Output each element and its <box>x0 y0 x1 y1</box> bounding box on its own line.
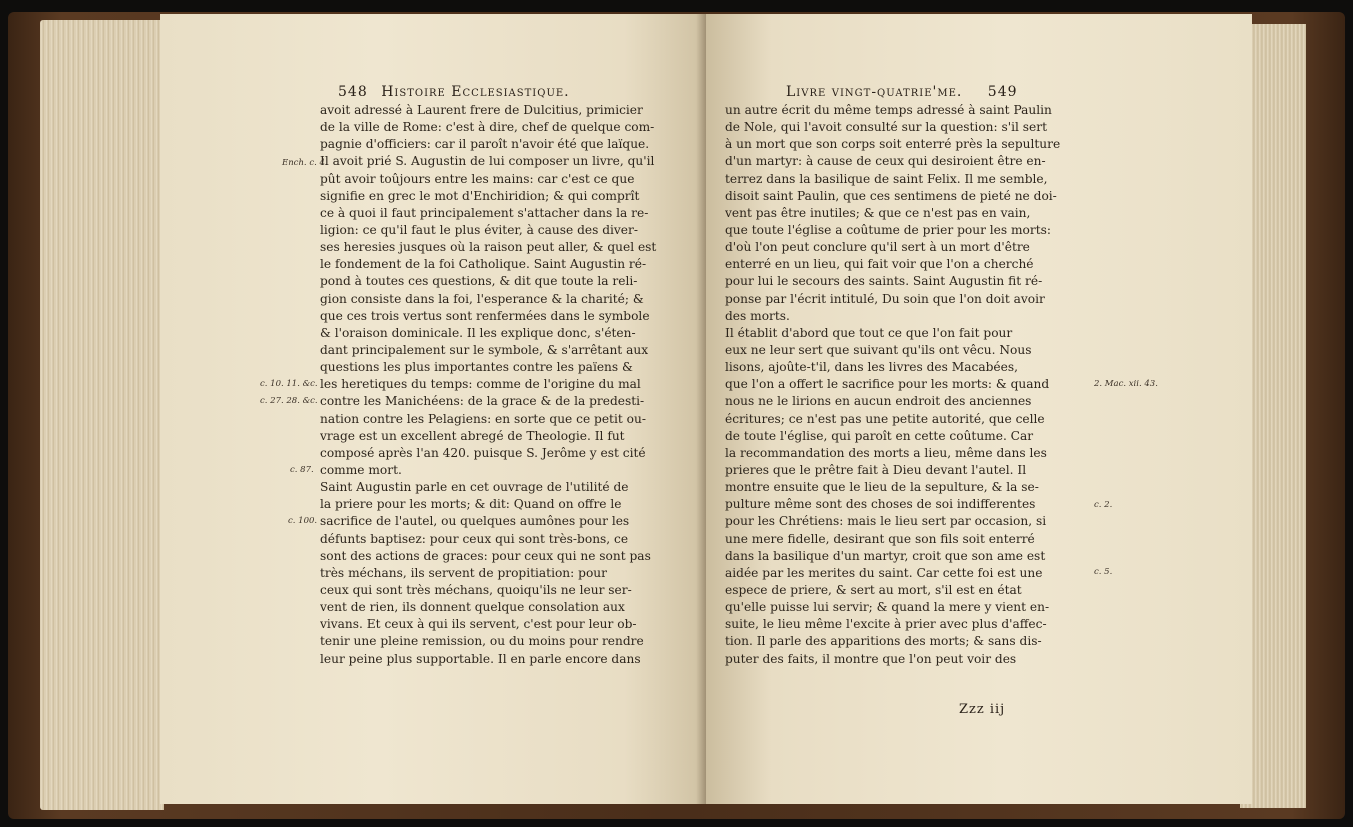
text-line: leur peine plus supportable. Il en parle encore dans <box>320 651 641 666</box>
right-body-text <box>725 102 1083 668</box>
text-line: d'un martyr: à cause de ceux qui desiroient être en- <box>725 154 1046 169</box>
text-line: Il établit d'abord que tout ce que l'on fait pour <box>725 325 1013 340</box>
text-line: ses heresies jusques où la raison peut aller, & quel est <box>320 240 657 255</box>
text-line: suite, le lieu même l'excite à prier avec plus d'affec- <box>725 617 1047 632</box>
text-line: pagnie d'officiers: car il paroît n'avoir été que laïque. <box>320 137 650 152</box>
margin-note: 2. Mac. xii. 43. <box>1094 379 1158 389</box>
text-line: que toute l'église a coûtume de prier pour les morts: <box>725 222 1051 237</box>
margin-note: c. 2. <box>1094 500 1113 510</box>
text-line: gion consiste dans la foi, l'esperance & la charité; & <box>320 291 644 306</box>
left-page <box>160 14 706 804</box>
left-running-head: Histoire Ecclesiastique. <box>381 84 570 100</box>
text-line: le fondement de la foi Catholique. Saint Augustin ré- <box>320 257 647 272</box>
text-line: pour lui le secours des saints. Saint Augustin fit ré- <box>725 274 1043 289</box>
text-line: avoit adressé à Laurent frere de Dulcitius, primicier <box>320 103 643 117</box>
text-line: la priere pour les morts; & dit: Quand on offre le <box>320 497 622 512</box>
text-line: nous ne le lirions en aucun endroit des anciennes <box>725 394 1032 409</box>
text-line: d'où l'on peut conclure qu'il sert à un mort d'être <box>725 240 1030 255</box>
text-line: écritures; ce n'est pas une petite autorité, que celle <box>725 411 1045 426</box>
text-line: ligion: ce qu'il faut le plus éviter, à cause des diver- <box>320 222 638 237</box>
text-line: espece de priere, & sert au mort, s'il est en état <box>725 582 1022 597</box>
text-line: vrage est un excellent abregé de Theologie. Il fut <box>320 428 625 443</box>
text-line: terrez dans la basilique de saint Felix. Il me semble, <box>725 171 1048 186</box>
text-line: les heretiques du temps: comme de l'origine du mal <box>320 377 641 392</box>
text-line: tion. Il parle des apparitions des morts; & sans dis- <box>725 634 1042 649</box>
text-line: sont des actions de graces: pour ceux qui ne sont pas <box>320 548 651 563</box>
text-line: contre les Manichéens: de la grace & de la predesti- <box>320 394 645 409</box>
text-line: un autre écrit du même temps adressé à saint Paulin <box>725 103 1052 117</box>
text-line: pulture même sont des choses de soi indifferentes <box>725 497 1036 512</box>
text-line: signifie en grec le mot d'Enchiridion; & qui comprît <box>320 188 640 203</box>
text-line: à un mort que son corps soit enterré près la sepulture <box>725 137 1061 152</box>
right-page <box>706 14 1252 804</box>
text-line: pour les Chrétiens: mais le lieu sert par occasion, si <box>725 514 1047 529</box>
text-line: des morts. <box>725 308 790 323</box>
text-line: enterré en un lieu, qui fait voir que l'on a cherché <box>725 257 1034 272</box>
text-line: ce à quoi il faut principalement s'attacher dans la re- <box>320 205 649 220</box>
text-line: pond à toutes ces questions, & dit que toute la reli- <box>320 274 638 289</box>
text-line: défunts baptisez: pour ceux qui sont très-bons, ce <box>320 531 629 546</box>
text-line: la recommandation des morts a lieu, même dans les <box>725 445 1047 460</box>
margin-note: Ench. c. 4. <box>282 158 328 168</box>
margin-note: c. 5. <box>1094 567 1113 577</box>
margin-note: c. 100. <box>288 516 318 526</box>
text-line: eux ne leur sert que suivant qu'ils ont vêcu. Nous <box>725 342 1032 357</box>
text-line: aidée par les merites du saint. Car cette foi est une <box>725 565 1043 580</box>
text-line: que l'on a offert le sacrifice pour les morts: & quand <box>725 377 1050 392</box>
signature-mark: Zzz iij <box>959 702 1006 717</box>
text-line: vent de rien, ils donnent quelque consolation aux <box>320 600 625 615</box>
text-line: de la ville de Rome: c'est à dire, chef de quelque com- <box>320 120 655 135</box>
text-line: ceux qui sont très méchans, quoiqu'ils ne leur ser- <box>320 582 632 597</box>
text-line: composé après l'an 420. puisque S. Jerôme y est cité <box>320 445 646 460</box>
right-page-header <box>786 84 1018 104</box>
text-line: très méchans, ils servent de propitiation: pour <box>320 565 607 580</box>
margin-note: c. 87. <box>290 465 314 475</box>
text-line: ponse par l'écrit intitulé, Du soin que l'on doit avoir <box>725 291 1045 306</box>
text-line: dans la basilique d'un martyr, croit que son ame est <box>725 548 1046 563</box>
text-line: montre ensuite que le lieu de la sepulture, & la se- <box>725 480 1039 495</box>
text-line: de Nole, qui l'avoit consulté sur la question: s'il sert <box>725 120 1047 135</box>
text-line: disoit saint Paulin, que ces sentimens de pieté ne doi- <box>725 188 1057 203</box>
text-line: de toute l'église, qui paroît en cette coûtume. Car <box>725 428 1034 443</box>
margin-note: c. 27. 28. &c. <box>260 396 318 406</box>
right-page-number: 549 <box>987 84 1018 100</box>
text-line: une mere fidelle, desirant que son fils soit enterré <box>725 531 1035 546</box>
text-line: comme mort. <box>320 462 402 477</box>
right-running-head: Livre vingt-quatrie'me. <box>786 84 963 100</box>
text-line: Saint Augustin parle en cet ouvrage de l'utilité de <box>320 480 629 495</box>
left-page-header <box>338 84 570 104</box>
text-line: que ces trois vertus sont renfermées dans le symbole <box>320 308 650 323</box>
text-line: nation contre les Pelagiens: en sorte que ce petit ou- <box>320 411 646 426</box>
margin-note: c. 10. 11. &c. <box>260 379 318 389</box>
text-line: lisons, ajoûte-t'il, dans les livres des Macabées, <box>725 360 1018 375</box>
text-line: Il avoit prié S. Augustin de lui composer un livre, qu'il <box>320 154 655 169</box>
text-line: questions les plus importantes contre les païens & <box>320 360 633 375</box>
left-page-number: 548 <box>338 84 368 100</box>
text-line: puter des faits, il montre que l'on peut voir des <box>725 651 1017 666</box>
text-line: pût avoir toûjours entre les mains: car c'est ce que <box>320 171 635 186</box>
left-body-text <box>320 102 676 668</box>
text-line: vent pas être inutiles; & que ce n'est pas en vain, <box>725 205 1031 220</box>
text-line: qu'elle puisse lui servir; & quand la mere y vient en- <box>725 600 1050 615</box>
text-line: prieres que le prêtre fait à Dieu devant l'autel. Il <box>725 462 1027 477</box>
text-line: sacrifice de l'autel, ou quelques aumônes pour les <box>320 514 630 529</box>
text-line: vivans. Et ceux à qui ils servent, c'est pour leur ob- <box>320 617 637 632</box>
text-line: tenir une pleine remission, ou du moins pour rendre <box>320 634 644 649</box>
text-line: & l'oraison dominicale. Il les explique donc, s'éten- <box>320 325 636 340</box>
left-page-edges <box>40 20 164 810</box>
text-line: dant principalement sur le symbole, & s'arrêtant aux <box>320 342 649 357</box>
